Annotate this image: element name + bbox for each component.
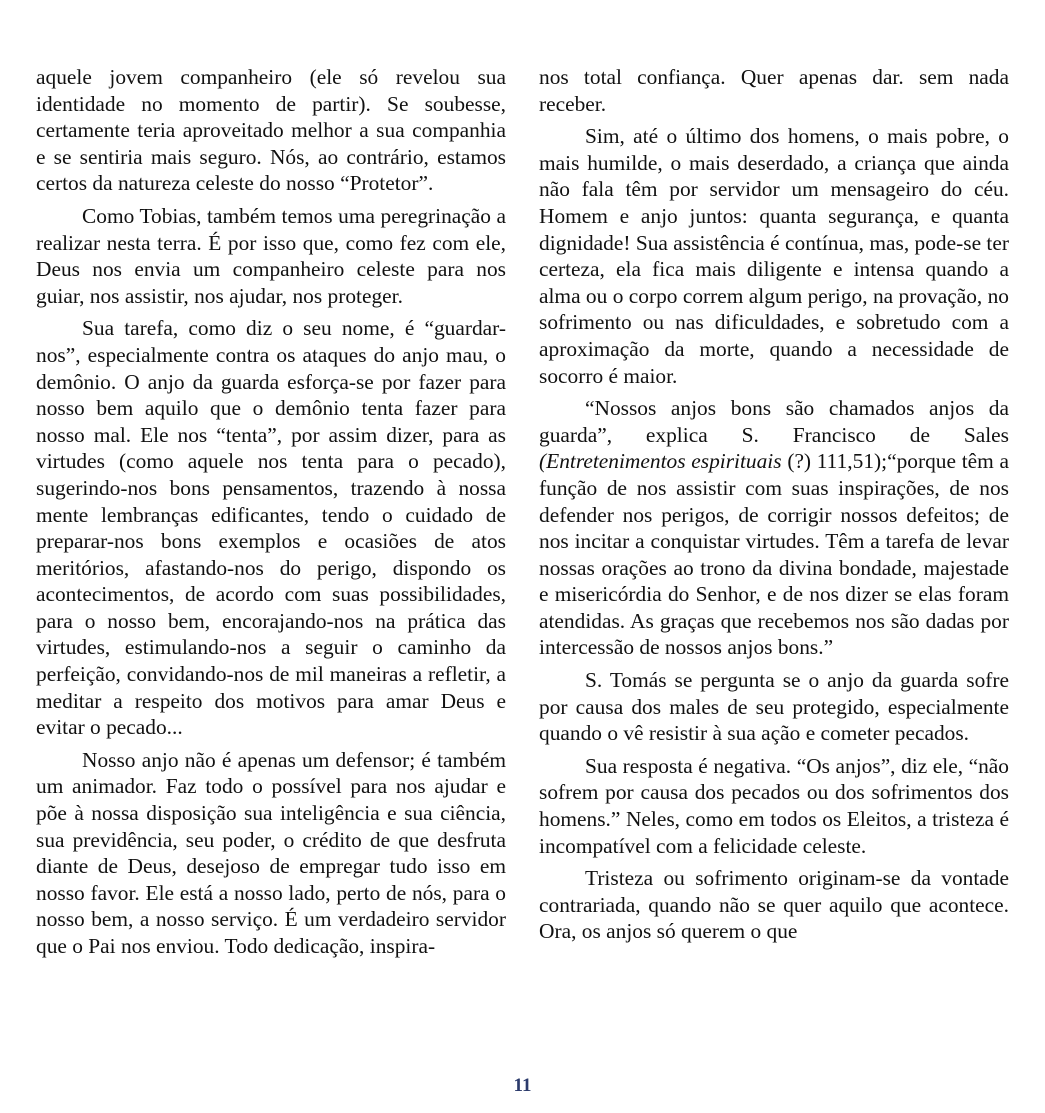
paragraph: S. Tomás se pergunta se o anjo da guarda sofre por causa dos males de seu protegido, especialmente quando o vê resistir à sua ação e cometer pecados.: [539, 668, 1009, 746]
citation-text-after: (?) 111,51);“porque têm a função de nos assistir com suas inspirações, de nos defender nos perigos, de corrigir nossos defeitos; de nos incitar a conquistar virtudes. Têm a tarefa de levar nossas orações ao trono da divina bondade, majestade e misericórdia do Senhor, e de nos dizer se elas foram atendidas. As graças que recebemos nos são dadas por intercessão de nossos anjos bons.”: [539, 449, 1010, 660]
paragraph: nos total confiança. Quer apenas dar. sem nada receber.: [539, 65, 1009, 116]
citation-text-before: “Nossos anjos bons são chamados anjos da guarda”, explica S. Francisco de Sales: [539, 396, 1009, 447]
paragraph-citation: [539, 395, 1009, 661]
paragraph: Sua resposta é negativa. “Os anjos”, diz ele, “não sofrem por causa dos pecados ou dos sofrimentos dos homens.” Neles, como em todos os Eleitos, a tristeza é incompatível com a felicidade celeste.: [539, 753, 1009, 858]
left-column: [36, 64, 506, 960]
paragraph: Sua tarefa, como diz o seu nome, é “guardar-nos”, especialmente contra os ataques do anjo mau, o demônio. O anjo da guarda esforça-se por fazer para nosso bem aquilo que o demônio tenta fazer para nosso mal. Ele nos “tenta”, por assim dizer, para as virtudes (como aquele nos tenta para o pecado), sugerindo-nos bons pensamentos, trazendo à nossa mente lembranças edificantes, tendo o cuidado de preparar-nos bons exemplos e ocasiões de atos meritórios, afastando-nos do perigo, dispondo os acontecimentos, de acordo com suas possibilidades, para o nosso bem, encorajando-nos na prática das virtudes, estimulando-nos a seguir o caminho da perfeição, convidando-nos de mil maneiras a refletir, a meditar a respeito dos motivos para amar Deus e evitar o pecado...: [36, 316, 506, 740]
citation-book-title: (Entretenimentos espirituais: [539, 449, 782, 474]
right-column: [539, 64, 1009, 945]
paragraph: Tristeza ou sofrimento originam-se da vontade contrariada, quando não se quer aquilo que acontece. Ora, os anjos só querem o que: [539, 866, 1009, 944]
paragraph: Nosso anjo não é apenas um defensor; é também um animador. Faz todo o possível para nos ajudar e põe à nossa disposição sua inteligência e sua ciência, sua previdência, seu poder, o crédito de que desfruta diante de Deus, desejoso de empregar tudo isso em nosso favor. Ele está a nosso lado, perto de nós, para o nosso bem, a nosso serviço. É um verdadeiro servidor que o Pai nos enviou. Todo dedicação, inspira-: [36, 747, 506, 958]
paragraph: Como Tobias, também temos uma peregrinação a realizar nesta terra. É por isso que, como fez com ele, Deus nos envia um companheiro celeste para nos guiar, nos assistir, nos ajudar, nos proteger.: [36, 203, 506, 308]
page-number: 11: [513, 1075, 532, 1096]
paragraph: aquele jovem companheiro (ele só revelou sua identidade no momento de partir). Se soubesse, certamente teria aproveitado melhor a sua companhia e se sentiria mais seguro. Nós, ao contrário, estamos certos da natureza celeste do nosso “Protetor”.: [36, 65, 506, 196]
paragraph: Sim, até o último dos homens, o mais pobre, o mais humilde, o mais deserdado, a criança que ainda não fala têm por servidor um mensageiro do céu. Homem e anjo juntos: quanta segurança, e quanta dignidade! Sua assistência é contínua, mas, pode-se ter certeza, ela fica mais diligente e intensa quando a alma ou o corpo correm algum perigo, na provação, no sofrimento ou nas dificuldades, e sobretudo com a aproximação da morte, quando a necessidade de socorro é maior.: [539, 124, 1009, 388]
